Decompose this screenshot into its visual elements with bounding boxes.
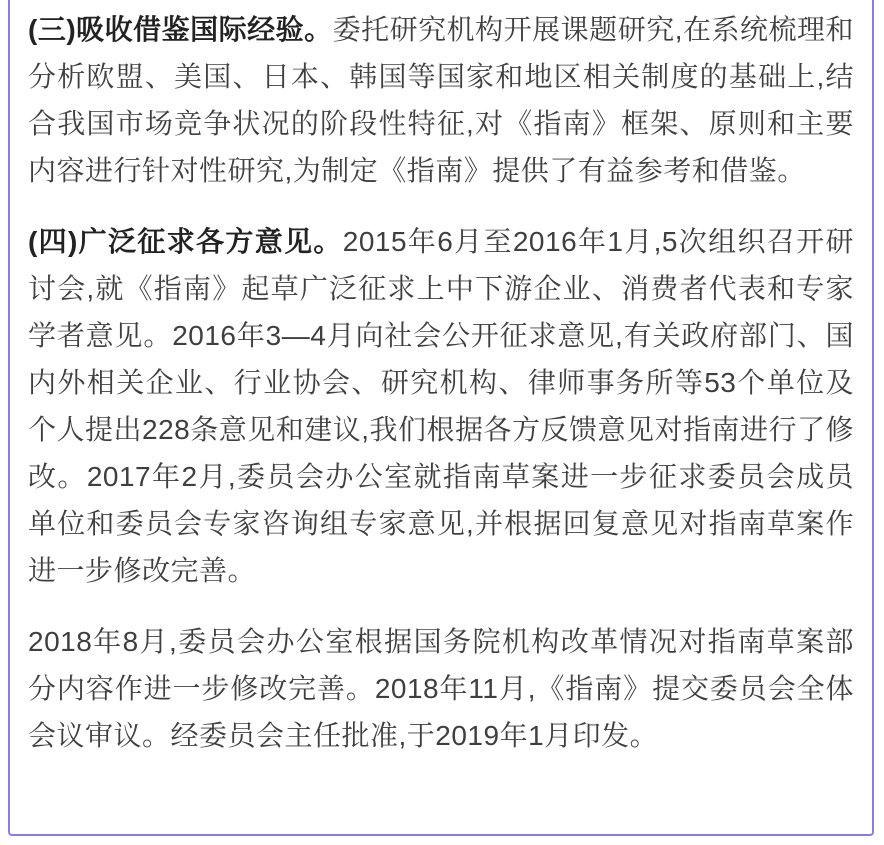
paragraph-4 <box>28 218 854 594</box>
paragraph-3 <box>28 6 854 194</box>
paragraph-closing <box>28 618 854 759</box>
paragraph-4-text: 2015年6月至2016年1月,5次组织召开研讨会,就《指南》起草广泛征求上中下游企业、消费者代表和专家学者意见。2016年3—4月向社会公开征求意见,有关政府部门、国内外相关企业、行业协会、研究机构、律师事务所等53个单位及个人提出228条意见和建议,我们根据各方反馈意见对指南进行了修改。2017年2月,委员会办公室就指南草案进一步征求委员会成员单位和委员会专家咨询组专家意见,并根据回复意见对指南草案作进一步修改完善。 <box>28 226 855 586</box>
paragraph-4-heading: (四)广泛征求各方意见。 <box>28 226 343 257</box>
paragraph-3-heading: (三)吸收借鉴国际经验。 <box>28 14 333 45</box>
paragraph-closing-text: 2018年8月,委员会办公室根据国务院机构改革情况对指南草案部分内容作进一步修改完善。2018年11月,《指南》提交委员会全体会议审议。经委员会主任批准,于2019年1月印发。 <box>28 626 854 751</box>
content-panel <box>8 0 874 836</box>
document-body <box>10 0 872 759</box>
paragraph-3-text: 委托研究机构开展课题研究,在系统梳理和分析欧盟、美国、日本、韩国等国家和地区相关制度的基础上,结合我国市场竞争状况的阶段性特征,对《指南》框架、原则和主要内容进行针对性研究,为制定《指南》提供了有益参考和借鉴。 <box>28 14 854 186</box>
